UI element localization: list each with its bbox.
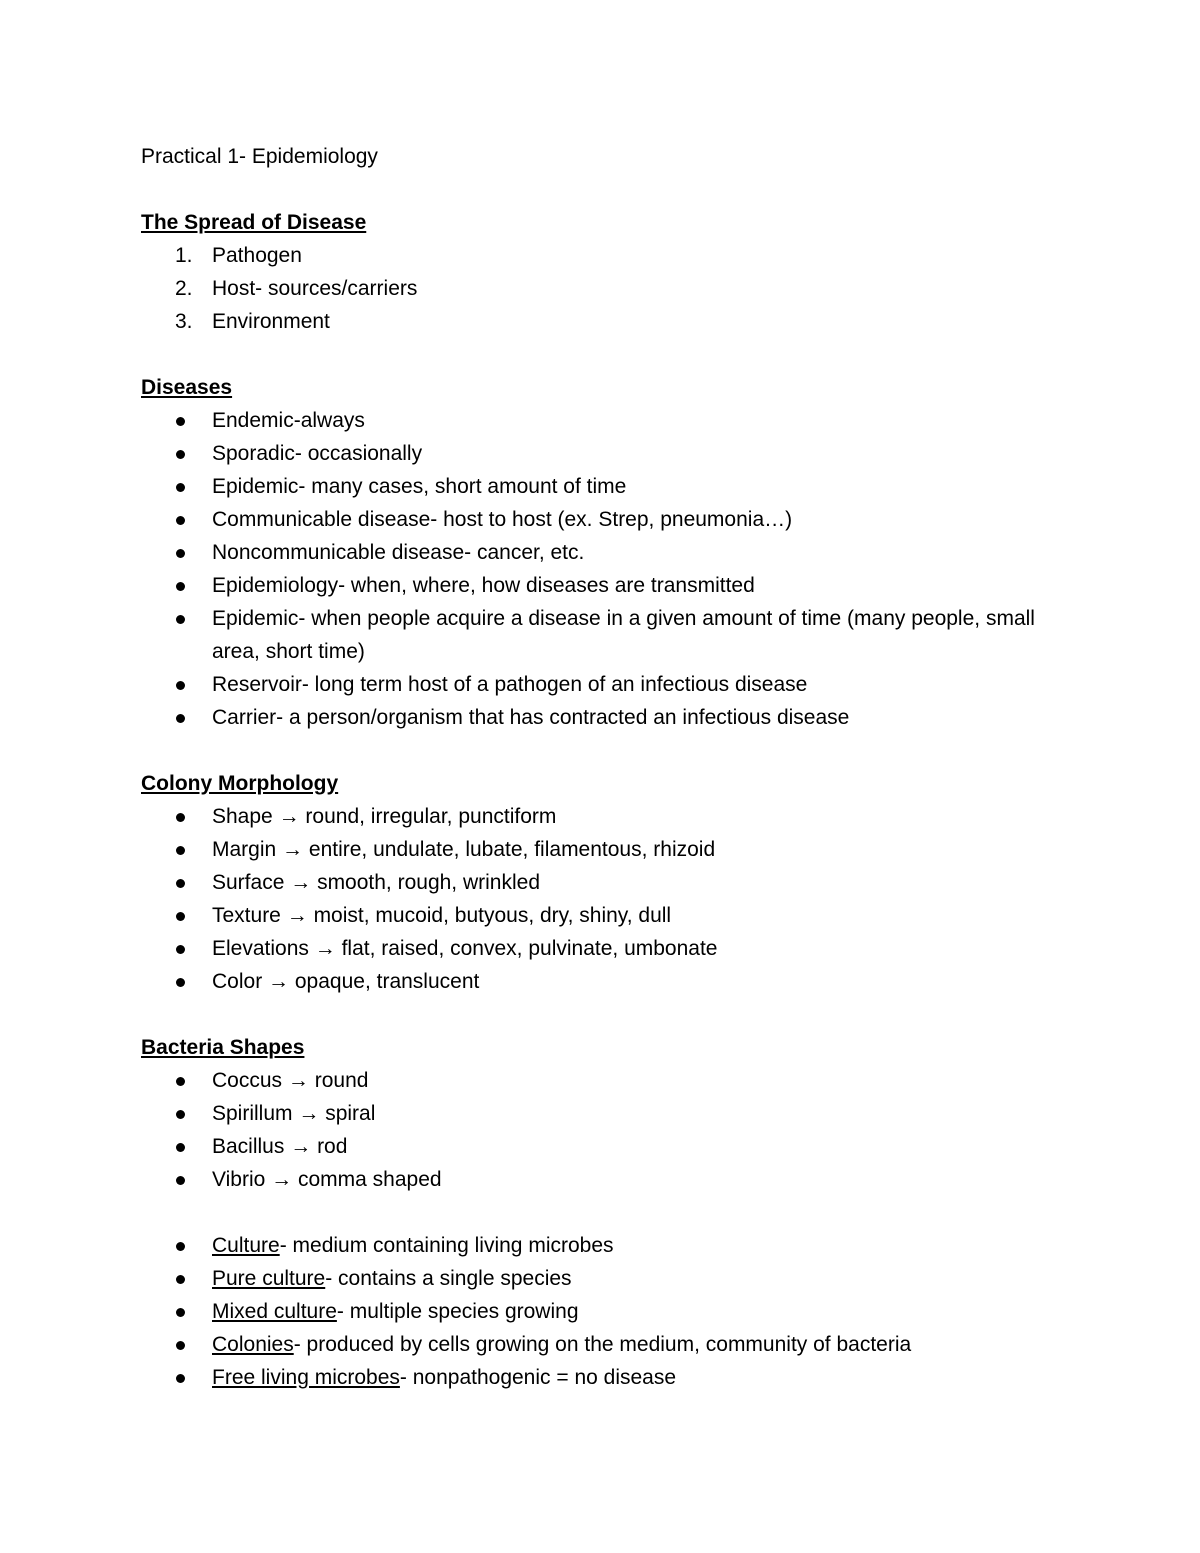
- bullet-icon: [176, 978, 185, 987]
- bullet-icon: [176, 1275, 185, 1284]
- arrow-icon: →: [287, 1069, 309, 1092]
- item-text: - medium containing living microbes: [279, 1234, 614, 1257]
- bullet-icon: [176, 714, 185, 723]
- item-text: - nonpathogenic = no disease: [399, 1366, 677, 1389]
- bullet-icon: [176, 1143, 185, 1152]
- item-text: opaque, translucent: [294, 970, 480, 993]
- item-text: - multiple species growing: [336, 1300, 579, 1323]
- item-term: Color: [212, 970, 263, 993]
- item-text: - contains a single species: [325, 1267, 572, 1290]
- item-term: Free living microbes: [212, 1366, 400, 1389]
- bullet-icon: [176, 582, 185, 591]
- item-text: Epidemic- many cases, short amount of time: [212, 475, 627, 498]
- numbered-item: [141, 272, 1081, 305]
- item-term: Margin: [212, 838, 277, 861]
- item-text: Sporadic- occasionally: [212, 442, 423, 465]
- list-item: [141, 965, 1081, 998]
- bullet-icon: [176, 483, 185, 492]
- list-item: [141, 1130, 1081, 1163]
- list-item: [141, 569, 1081, 602]
- arrow-icon: →: [298, 1102, 320, 1125]
- list-item: [141, 437, 1081, 470]
- colony-list: [141, 800, 1081, 998]
- list-item: [141, 1097, 1081, 1130]
- list-item: [141, 932, 1081, 965]
- item-text: Noncommunicable disease- cancer, etc.: [212, 541, 585, 564]
- item-text: round, irregular, punctiform: [305, 805, 557, 828]
- item-text: Epidemic- when people acquire a disease in a given amount of time (many people, small area, short time): [212, 607, 1035, 663]
- bullet-icon: [176, 912, 185, 921]
- list-item: [141, 1163, 1081, 1196]
- spread-heading: The Spread of Disease: [141, 211, 367, 234]
- list-item: [141, 1328, 1081, 1361]
- bullet-icon: [176, 1341, 185, 1350]
- item-text: Pathogen: [212, 244, 302, 267]
- list-item: [141, 1295, 1081, 1328]
- item-text: entire, undulate, lubate, filamentous, rhizoid: [308, 838, 716, 861]
- arrow-icon: →: [278, 805, 300, 828]
- list-item: [141, 1361, 1081, 1394]
- bullet-icon: [176, 846, 185, 855]
- item-term: Pure culture: [212, 1267, 326, 1290]
- item-text: Epidemiology- when, where, how diseases are transmitted: [212, 574, 755, 597]
- item-text: round: [314, 1069, 369, 1092]
- item-term: Spirillum: [212, 1102, 293, 1125]
- bullet-icon: [176, 1242, 185, 1251]
- bullet-icon: [176, 813, 185, 822]
- colony-heading: Colony Morphology: [141, 772, 339, 795]
- item-text: spiral: [325, 1102, 376, 1125]
- list-item: [141, 1229, 1081, 1262]
- bullet-icon: [176, 1176, 185, 1185]
- bullet-icon: [176, 681, 185, 690]
- item-term: Elevations: [212, 937, 309, 960]
- item-number: 1.: [175, 244, 193, 267]
- bacteria-heading: Bacteria Shapes: [141, 1036, 305, 1059]
- culture-list: [141, 1229, 1081, 1394]
- item-term: Surface: [212, 871, 285, 894]
- diseases-list: [141, 404, 1081, 734]
- list-item: [141, 1064, 1081, 1097]
- arrow-icon: →: [271, 1168, 293, 1191]
- list-item: [141, 602, 1081, 668]
- bullet-icon: [176, 516, 185, 525]
- arrow-icon: →: [268, 970, 290, 993]
- list-item: [141, 1262, 1081, 1295]
- bullet-icon: [176, 1110, 185, 1119]
- item-text: moist, mucoid, butyous, dry, shiny, dull: [313, 904, 672, 927]
- bullet-icon: [176, 615, 185, 624]
- arrow-icon: →: [290, 1135, 312, 1158]
- item-text: smooth, rough, wrinkled: [317, 871, 541, 894]
- diseases-heading: Diseases: [141, 376, 233, 399]
- item-text: Host- sources/carriers: [212, 277, 418, 300]
- bullet-icon: [176, 879, 185, 888]
- list-item: [141, 536, 1081, 569]
- item-term: Colonies: [212, 1333, 294, 1356]
- numbered-item: [141, 305, 1081, 338]
- document-title: Practical 1- Epidemiology: [141, 145, 378, 168]
- arrow-icon: →: [286, 904, 308, 927]
- document-page: [141, 140, 1081, 1394]
- list-item: [141, 833, 1081, 866]
- arrow-icon: →: [314, 937, 336, 960]
- numbered-item: [141, 239, 1081, 272]
- item-term: Bacillus: [212, 1135, 285, 1158]
- list-item: [141, 899, 1081, 932]
- item-number: 2.: [175, 277, 193, 300]
- list-item: [141, 503, 1081, 536]
- list-item: [141, 470, 1081, 503]
- bullet-icon: [176, 417, 185, 426]
- bullet-icon: [176, 1374, 185, 1383]
- bullet-icon: [176, 1077, 185, 1086]
- item-text: rod: [317, 1135, 348, 1158]
- item-number: 3.: [175, 310, 193, 333]
- bullet-icon: [176, 549, 185, 558]
- item-term: Culture: [212, 1234, 280, 1257]
- item-text: comma shaped: [298, 1168, 442, 1191]
- bullet-icon: [176, 945, 185, 954]
- item-term: Mixed culture: [212, 1300, 337, 1323]
- item-text: Reservoir- long term host of a pathogen of an infectious disease: [212, 673, 808, 696]
- item-text: Endemic-always: [212, 409, 365, 432]
- list-item: [141, 701, 1081, 734]
- bullet-icon: [176, 1308, 185, 1317]
- item-term: Texture: [212, 904, 281, 927]
- item-text: Communicable disease- host to host (ex. Strep, pneumonia…): [212, 508, 793, 531]
- arrow-icon: →: [290, 871, 312, 894]
- item-text: - produced by cells growing on the medium, community of bacteria: [293, 1333, 912, 1356]
- item-text: flat, raised, convex, pulvinate, umbonate: [341, 937, 718, 960]
- item-text: Carrier- a person/organism that has contracted an infectious disease: [212, 706, 850, 729]
- list-item: [141, 866, 1081, 899]
- item-term: Vibrio: [212, 1168, 266, 1191]
- bacteria-list: [141, 1064, 1081, 1196]
- item-text: Environment: [212, 310, 330, 333]
- list-item: [141, 800, 1081, 833]
- arrow-icon: →: [282, 838, 304, 861]
- spread-list: [141, 239, 1081, 338]
- item-term: Coccus: [212, 1069, 283, 1092]
- list-item: [141, 404, 1081, 437]
- list-item: [141, 668, 1081, 701]
- bullet-icon: [176, 450, 185, 459]
- item-term: Shape: [212, 805, 273, 828]
